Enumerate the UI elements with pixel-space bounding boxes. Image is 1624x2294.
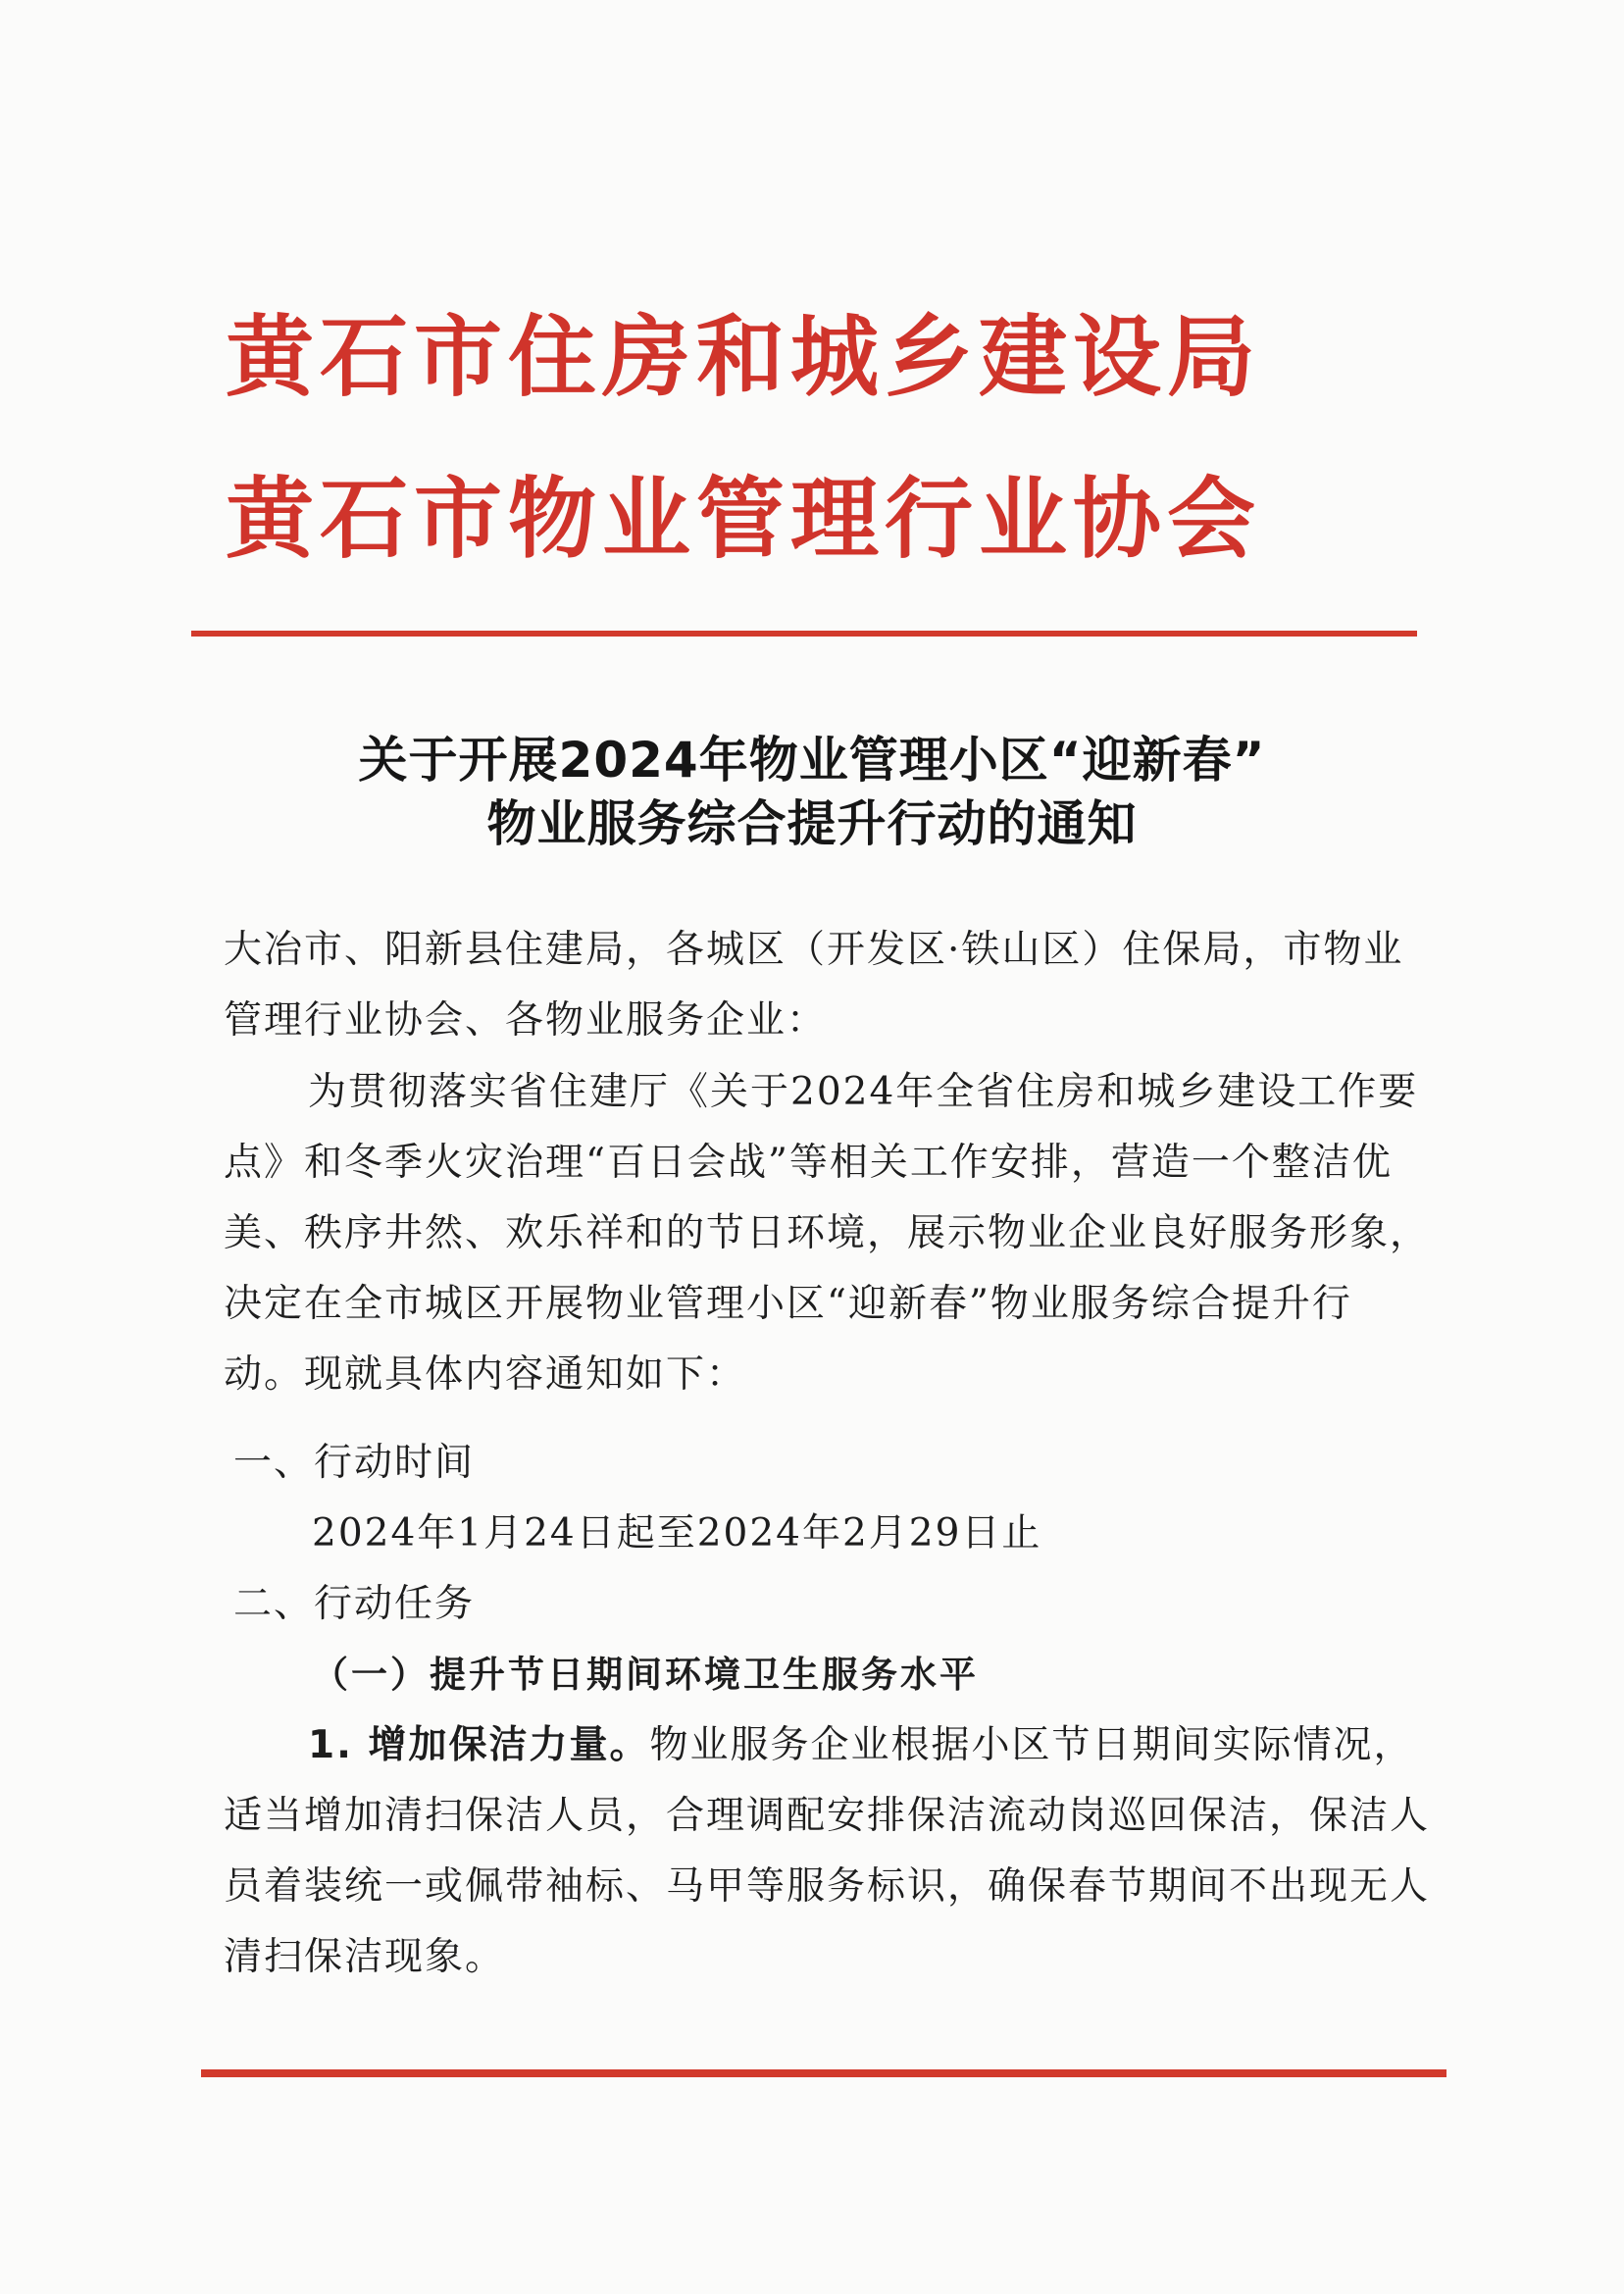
letterhead-red-rule (191, 631, 1417, 637)
task-item-1 (224, 1710, 1430, 1993)
section-1-heading: 一、行动时间 (233, 1441, 476, 1485)
subsection-1-heading: （一）提升节日期间环境卫生服务水平 (312, 1654, 979, 1696)
notice-title-line-2: 物业服务综合提升行动的通知 (486, 795, 1138, 852)
letterhead-org-housing-bureau: 黄石市住房和城乡建设局 (226, 306, 1261, 409)
footer-red-rule (201, 2069, 1446, 2077)
intro-paragraph: 为贯彻落实省住建厅《关于2024年全省住房和城乡建设工作要点》和冬季火灾治理“百日会战”等相关工作安排，营造一个整洁优美、秩序井然、欢乐祥和的节日环境，展示物业企业良好服务形象，决定在全市城区开展物业管理小区“迎新春”物业服务综合提升行动。现就具体内容通知如下： (224, 1070, 1431, 1397)
action-period: 2024年1月24日起至2024年2月29日止 (312, 1511, 1042, 1555)
letterhead-org-property-association: 黄石市物业管理行业协会 (226, 468, 1261, 571)
section-2-heading: 二、行动任务 (233, 1582, 476, 1626)
notice-title-line-1: 关于开展2024年物业管理小区“迎新春” (358, 732, 1266, 789)
task-item-1-text: 物业服务企业根据小区节日期间实际情况，适当增加清扫保洁人员，合理调配安排保洁流动岗巡回保洁，保洁人员着装统一或佩带袖标、马甲等服务标识，确保春节期间不出现无人清扫保洁现象。 (224, 1723, 1431, 1979)
salutation-recipients: 大冶市、阳新县住建局，各城区（开发区·铁山区）住保局，市物业管理行业协会、各物业服务企业： (224, 928, 1404, 1043)
task-item-1-lead: 1. 增加保洁力量。 (308, 1723, 650, 1767)
